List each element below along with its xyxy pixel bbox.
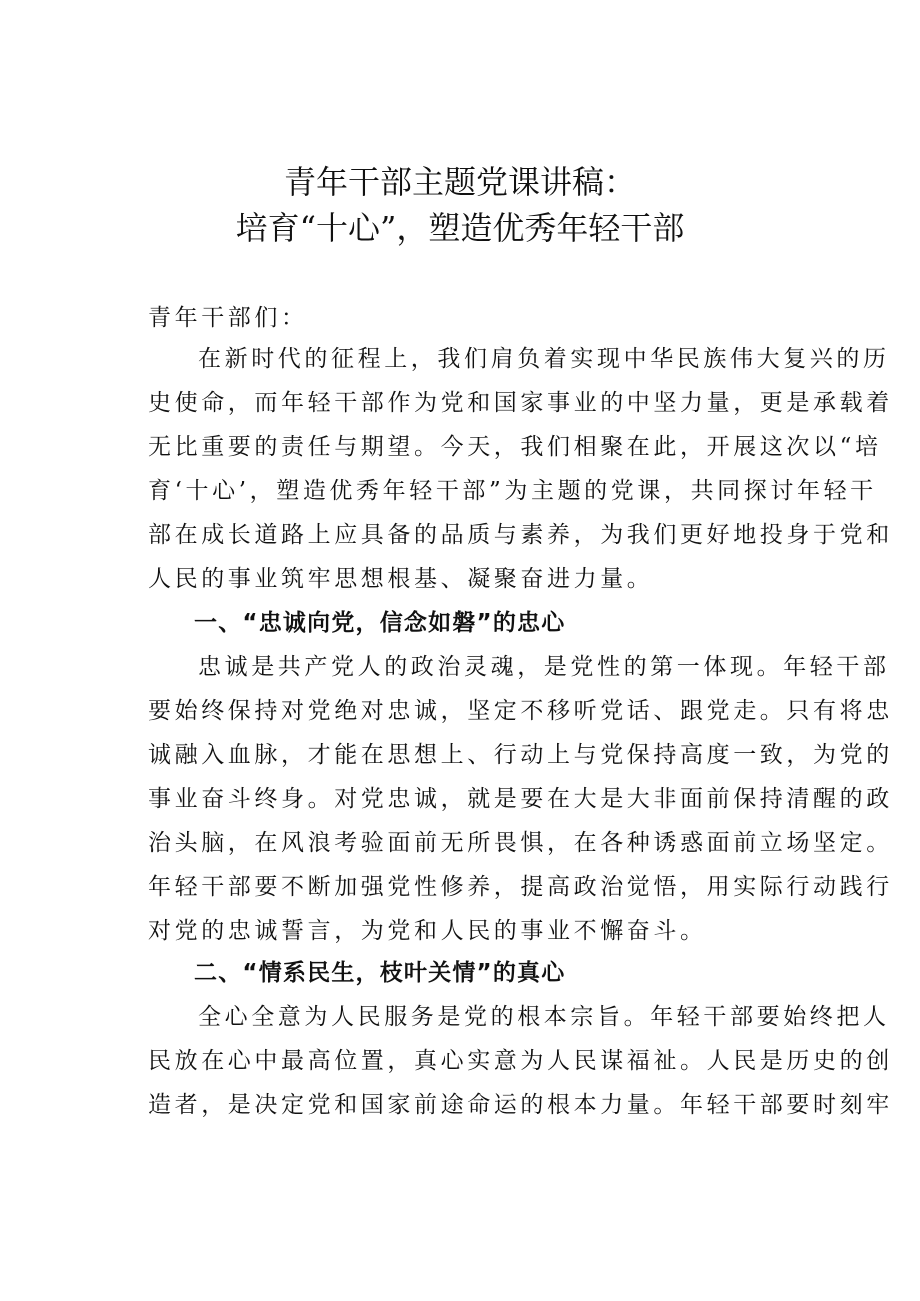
section-1-heading: 一、“忠诚向党，信念如磐”的忠心	[194, 610, 566, 636]
document-title-line-1: 青年干部主题党课讲稿：	[283, 163, 636, 201]
section-2-line: 造者，是决定党和国家前途命运的根本力量。年轻干部要时刻牢	[148, 1092, 893, 1118]
section-1-line: 要始终保持对党绝对忠诚，坚定不移听党话、跟党走。只有将忠	[148, 698, 893, 724]
intro-line: 在新时代的征程上，我们肩负着实现中华民族伟大复兴的历	[198, 346, 890, 372]
section-2-line: 全心全意为人民服务是党的根本宗旨。年轻干部要始终把人	[198, 1004, 890, 1030]
section-2-line: 民放在心中最高位置，真心实意为人民谋福祉。人民是历史的创	[148, 1048, 893, 1074]
section-1-line: 诚融入血脉，才能在思想上、行动上与党保持高度一致，为党的	[148, 742, 893, 768]
section-1-line: 治头脑，在风浪考验面前无所畏惧，在各种诱惑面前立场坚定。	[148, 830, 893, 856]
salutation: 青年干部们：	[148, 305, 308, 331]
section-1-line: 事业奋斗终身。对党忠诚，就是要在大是大非面前保持清醒的政	[148, 786, 893, 812]
section-1-line: 忠诚是共产党人的政治灵魂，是党性的第一体现。年轻干部	[198, 654, 890, 680]
intro-line: 史使命，而年轻干部作为党和国家事业的中坚力量，更是承载着	[148, 390, 893, 416]
section-1-line: 年轻干部要不断加强党性修养，提高政治觉悟，用实际行动践行	[148, 874, 893, 900]
intro-line: 部在成长道路上应具备的品质与素养，为我们更好地投身于党和	[148, 522, 893, 548]
section-1-line: 对党的忠诚誓言，为党和人民的事业不懈奋斗。	[148, 918, 707, 944]
section-2-heading: 二、“情系民生，枝叶关情”的真心	[194, 960, 566, 986]
intro-line: 育‘十心’，塑造优秀年轻干部”为主题的党课，共同探讨年轻干	[148, 478, 877, 504]
document-title-line-2: 培育“十心”，塑造优秀年轻干部	[235, 209, 685, 247]
intro-line: 无比重要的责任与期望。今天，我们相聚在此，开展这次以“培	[148, 434, 882, 460]
intro-line: 人民的事业筑牢思想根基、凝聚奋进力量。	[148, 566, 654, 592]
